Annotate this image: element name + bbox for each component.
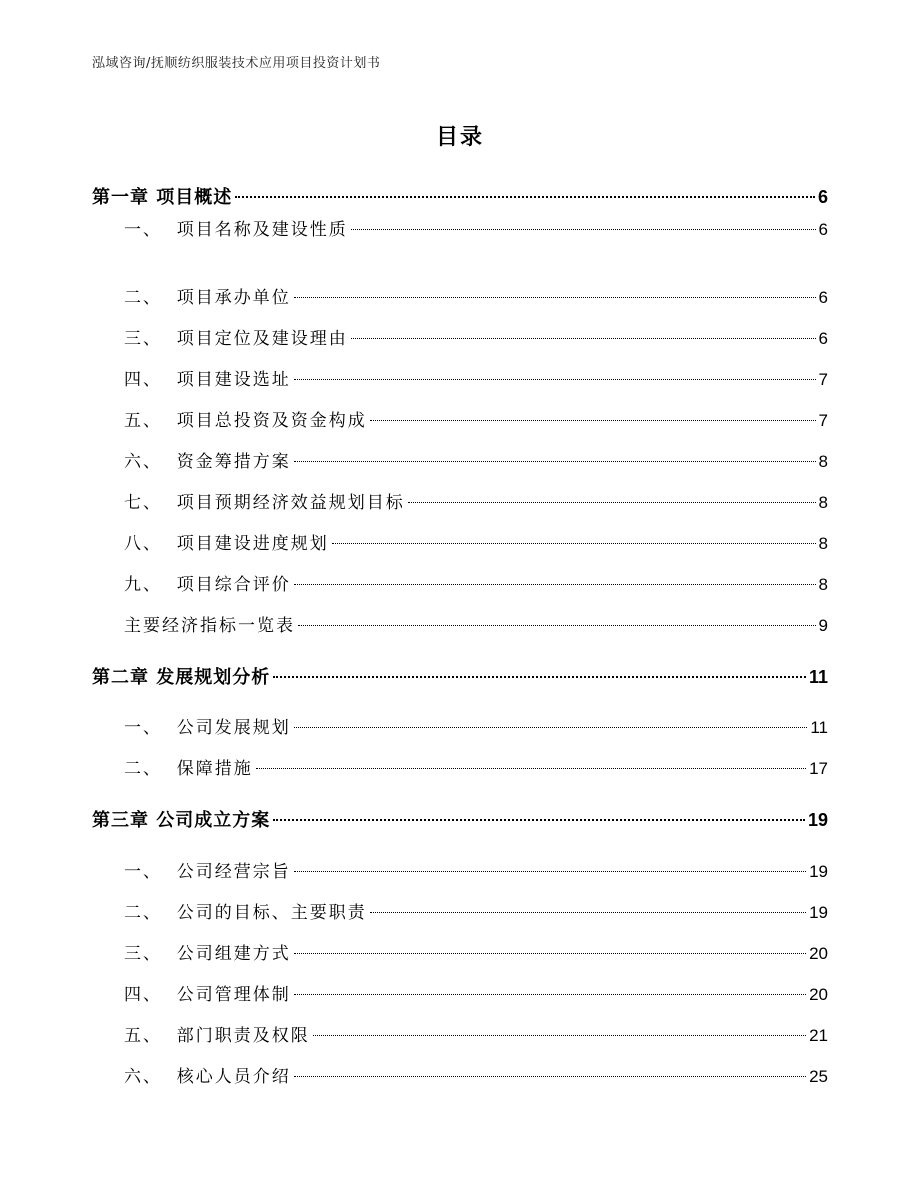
dot-leader bbox=[370, 912, 806, 913]
toc-entry-label: 五、 部门职责及权限 bbox=[124, 1026, 310, 1046]
toc-entry-label: 一、 公司发展规划 bbox=[124, 718, 291, 738]
dot-leader bbox=[294, 871, 806, 872]
toc-entry-label: 第一章 项目概述 bbox=[92, 187, 233, 208]
toc-entry-page: 20 bbox=[809, 944, 828, 963]
dot-leader bbox=[294, 994, 806, 995]
toc-entry-label: 四、 公司管理体制 bbox=[124, 985, 291, 1005]
dot-leader bbox=[294, 297, 816, 298]
toc-entry-chapter-2[interactable] bbox=[92, 664, 828, 691]
toc-entry-page: 7 bbox=[818, 411, 828, 430]
dot-leader bbox=[370, 420, 816, 421]
dot-leader bbox=[294, 1076, 806, 1077]
dot-leader bbox=[408, 502, 816, 503]
toc-entry-section[interactable] bbox=[92, 285, 828, 311]
dot-leader bbox=[273, 819, 805, 821]
toc-entry-label: 三、 公司组建方式 bbox=[124, 944, 291, 964]
toc-entry-label: 二、 保障措施 bbox=[124, 759, 253, 779]
toc-entry-section[interactable] bbox=[92, 756, 828, 782]
toc-entry-label: 主要经济指标一览表 bbox=[124, 616, 295, 636]
toc-entry-label: 第三章 公司成立方案 bbox=[92, 810, 271, 831]
toc-entry-page: 20 bbox=[809, 985, 828, 1004]
toc-entry-section[interactable] bbox=[92, 900, 828, 926]
toc-entry-label: 第二章 发展规划分析 bbox=[92, 667, 271, 688]
dot-leader bbox=[332, 543, 816, 544]
toc-entry-page: 19 bbox=[807, 810, 828, 830]
dot-leader bbox=[294, 584, 816, 585]
toc-entry-page: 8 bbox=[818, 493, 828, 512]
toc-entry-page: 8 bbox=[818, 452, 828, 471]
dot-leader bbox=[235, 196, 815, 198]
toc-entry-section[interactable] bbox=[92, 572, 828, 598]
toc-entry-page: 21 bbox=[809, 1026, 828, 1045]
dot-leader bbox=[351, 338, 816, 339]
toc-entry-page: 6 bbox=[817, 187, 828, 207]
toc-entry-page: 6 bbox=[818, 220, 828, 239]
toc-entry-page: 8 bbox=[818, 575, 828, 594]
toc-entry-page: 9 bbox=[818, 616, 828, 635]
dot-leader bbox=[294, 953, 806, 954]
toc-entry-label: 六、 资金筹措方案 bbox=[124, 452, 291, 472]
toc-entry-section[interactable] bbox=[92, 449, 828, 475]
toc-entry-section[interactable] bbox=[92, 715, 828, 741]
toc-entry-section[interactable] bbox=[92, 490, 828, 516]
toc-entry-label: 一、 项目名称及建设性质 bbox=[124, 220, 348, 240]
toc-entry-label: 五、 项目总投资及资金构成 bbox=[124, 411, 367, 431]
toc-entry-section[interactable] bbox=[92, 531, 828, 557]
running-header: 泓域咨询/抚顺纺织服装技术应用项目投资计划书 bbox=[92, 56, 381, 71]
toc-entry-section[interactable] bbox=[92, 326, 828, 352]
toc-entry-page: 19 bbox=[809, 903, 828, 922]
dot-leader bbox=[351, 229, 816, 230]
toc-entry-section[interactable] bbox=[92, 217, 828, 243]
toc-entry-label: 八、 项目建设进度规划 bbox=[124, 534, 329, 554]
toc-entry-label: 二、 公司的目标、主要职责 bbox=[124, 903, 367, 923]
toc-entry-page: 11 bbox=[810, 718, 828, 737]
toc-entry-page: 11 bbox=[808, 667, 828, 687]
toc-entry-section[interactable] bbox=[92, 1023, 828, 1049]
dot-leader bbox=[294, 727, 808, 728]
toc-entry-section[interactable] bbox=[92, 859, 828, 885]
toc-entry-page: 8 bbox=[818, 534, 828, 553]
toc-entry-section[interactable] bbox=[92, 613, 828, 639]
toc-entry-page: 6 bbox=[818, 288, 828, 307]
dot-leader bbox=[294, 379, 816, 380]
toc-entry-page: 7 bbox=[818, 370, 828, 389]
toc-entry-section[interactable] bbox=[92, 941, 828, 967]
table-of-contents bbox=[92, 0, 828, 1191]
toc-entry-label: 三、 项目定位及建设理由 bbox=[124, 329, 348, 349]
toc-entry-page: 17 bbox=[809, 759, 828, 778]
toc-entry-label: 七、 项目预期经济效益规划目标 bbox=[124, 493, 405, 513]
toc-entry-label: 二、 项目承办单位 bbox=[124, 288, 291, 308]
toc-entry-label: 九、 项目综合评价 bbox=[124, 575, 291, 595]
toc-entry-chapter-1[interactable] bbox=[92, 184, 828, 211]
toc-entry-section[interactable] bbox=[92, 982, 828, 1008]
toc-title: 目录 bbox=[435, 125, 484, 150]
toc-entry-page: 25 bbox=[809, 1067, 828, 1086]
toc-entry-section[interactable] bbox=[92, 408, 828, 434]
dot-leader bbox=[294, 461, 816, 462]
dot-leader bbox=[273, 676, 806, 678]
toc-entry-section[interactable] bbox=[92, 367, 828, 393]
toc-entry-page: 19 bbox=[809, 862, 828, 881]
toc-entry-section[interactable] bbox=[92, 1064, 828, 1090]
toc-entry-label: 一、 公司经营宗旨 bbox=[124, 862, 291, 882]
toc-entry-chapter-3[interactable] bbox=[92, 807, 828, 834]
toc-entry-page: 6 bbox=[818, 329, 828, 348]
dot-leader bbox=[298, 625, 816, 626]
dot-leader bbox=[313, 1035, 806, 1036]
toc-entry-label: 六、 核心人员介绍 bbox=[124, 1067, 291, 1087]
toc-entry-label: 四、 项目建设选址 bbox=[124, 370, 291, 390]
dot-leader bbox=[256, 768, 806, 769]
